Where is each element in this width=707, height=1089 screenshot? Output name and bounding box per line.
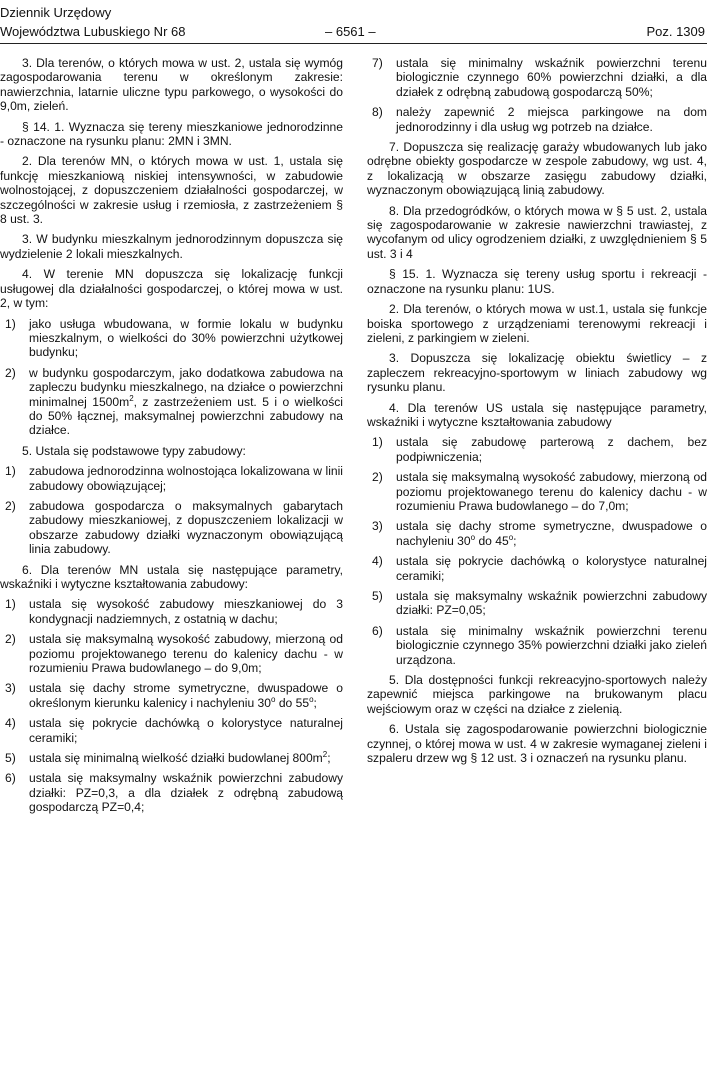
paragraph-section-15: § 15. 1. Wyznacza się tereny usług sportu i rekreacji - oznaczone na rysunku planu: 1US. xyxy=(367,267,707,296)
list-text: ustala się dachy strome symetryczne, dwuspadowe o nachyleniu 30 xyxy=(396,519,707,548)
list-text: zabudowa jednorodzinna wolnostojąca lokalizowana w linii zabudowy obowiązującej; xyxy=(29,464,343,493)
list-text: należy zapewnić 2 miejsca parkingowe na dom jednorodzinny i dla usług wg potrzeb na działce. xyxy=(396,105,707,134)
paragraph: 3. W budynku mieszkalnym jednorodzinnym dopuszcza się wydzielenie 2 lokali mieszkalnych. xyxy=(0,232,343,261)
list-item xyxy=(0,751,343,765)
list-text: ; xyxy=(327,751,331,766)
list-number: 2) xyxy=(5,632,16,647)
list-text: ustala się maksymalny wskaźnik powierzchni zabudowy działki: PZ=0,3, a dla działek z odrębną zabudową gospodarczą PZ=0,4; xyxy=(29,771,343,815)
paragraph: 4. Dla terenów US ustala się następujące parametry, wskaźniki i wytyczne kształtowania zabudowy xyxy=(367,400,707,429)
paragraph: 7. Dopuszcza się realizację garaży wbudowanych lub jako odrębne obiekty gospodarcze w zespole zabudowy, wg ust. 4, z lokalizacją w obszarze zasięgu zabudowy działki, wyznaczonym obowiązującą linią zabudowy. xyxy=(367,140,707,198)
journal-title: Dziennik Urzędowy xyxy=(0,5,112,20)
paragraph: 2. Dla terenów, o których mowa w ust.1, ustala się funkcje boiska sportowego z urządzeniami terenowymi rekreacji i zieleni, z parkingiem w zieleni. xyxy=(367,302,707,345)
list-text: ustala się pokrycie dachówką o kolorystyce naturalnej ceramiki; xyxy=(396,554,707,583)
superscript: 2 xyxy=(129,393,134,403)
paragraph: 5. Ustala się podstawowe typy zabudowy: xyxy=(22,443,246,458)
list-item xyxy=(0,597,343,626)
list-number: 3) xyxy=(5,681,16,696)
list-text: ustala się wysokość zabudowy mieszkaniowej do 3 kondygnacji nadziemnych, z ostatnią w dachu; xyxy=(29,597,343,626)
list-number: 1) xyxy=(5,316,16,331)
list-number: 5) xyxy=(5,751,16,766)
list-item xyxy=(367,589,707,618)
paragraph: 8. Dla przedogródków, o których mowa w § 5 ust. 2, ustala się zagospodarowanie w zakresie nawierzchni trawiastej, z wycofanym od ulicy ogrodzeniem działki, z uwzględnieniem § 5 ust. 3 i 4 xyxy=(367,203,707,261)
list-item xyxy=(367,519,707,548)
list-item xyxy=(0,366,343,438)
header-divider xyxy=(0,43,707,44)
paragraph: 3. Dla terenów, o których mowa w ust. 2, ustala się wymóg zagospodarowania terenu w określonym zakresie: nawierzchnia, latarnie uliczne typu parkowego, o wysokości do 9,0m, zieleń. xyxy=(0,56,343,114)
list-text: zabudowa gospodarcza o maksymalnych gabarytach zabudowy mieszkaniowej, z dopuszczeniem lokalizacji w obszarze zabudowy działki wyznaczonym obowiązującą linia zabudowy. xyxy=(29,498,343,557)
journal-issue: Województwa Lubuskiego Nr 68 xyxy=(0,24,186,39)
paragraph-section-14: § 14. 1. Wyznacza się tereny mieszkaniowe jednorodzinne - oznaczone na rysunku planu: 2MN i 3MN. xyxy=(0,119,343,149)
list-item xyxy=(0,499,343,557)
list-text: ustala się zabudowę parterową z dachem, bez podpiwniczenia; xyxy=(396,435,707,464)
list-item xyxy=(367,554,707,583)
list-text: do 55 xyxy=(275,695,310,710)
superscript: o xyxy=(271,694,276,704)
list-number: 4) xyxy=(372,554,383,569)
superscript: o xyxy=(470,532,476,542)
list-item xyxy=(367,470,707,513)
page-number: – 6561 – xyxy=(325,24,376,39)
superscript: o xyxy=(309,694,314,704)
list-number: 1) xyxy=(5,464,16,479)
list-number: 1) xyxy=(5,597,16,612)
list-text: ustala się dachy strome symetryczne, dwuspadowe o określonym kierunku kalenicy i nachyleniu 30 xyxy=(29,681,343,710)
list-item xyxy=(367,56,707,99)
list-text: ustala się minimalną wielkość działki budowlanej 800m xyxy=(29,751,323,766)
paragraph: 3. Dopuszcza się lokalizację obiektu świetlicy – z zapleczem rekreacyjno-sportowym w liniach zabudowy wg rysunku planu. xyxy=(367,351,707,395)
list-text: do 45 xyxy=(475,533,509,548)
page-header xyxy=(0,0,707,48)
list-item xyxy=(0,464,343,493)
list-text: ; xyxy=(313,695,317,710)
list-item xyxy=(367,624,707,667)
list-number: 2) xyxy=(372,470,383,485)
list-number: 7) xyxy=(372,56,383,70)
list-number: 2) xyxy=(5,498,16,513)
list-item xyxy=(0,771,343,814)
list-text: ustala się pokrycie dachówką o kolorystyce naturalnej ceramiki; xyxy=(29,716,343,745)
left-column xyxy=(0,56,343,821)
paragraph: 4. W terenie MN dopuszcza się lokalizację funkcji usługowej dla działalności gospodarczej, o której mowa w ust. 2, w tym: xyxy=(0,267,343,311)
list-item xyxy=(0,317,343,360)
list-text: w budynku gospodarczym, jako dodatkowa zabudowa na zapleczu budynku mieszkalnego, na działce o powierzchni minimalnej 1500m xyxy=(29,365,343,409)
paragraph: 6. Ustala się zagospodarowanie powierzchni biologicznie czynnej, o której mowa w ust. 4 w zakresie wymaganej zieleni i szpaleru drzew wg § 12 ust. 3 i oznaczeń na rysunku planu. xyxy=(367,722,707,766)
paragraph: 5. Dla dostępności funkcji rekreacyjno-sportowych należy zapewnić miejsca parkingowe na brukowanym placu wejściowym oraz w części na działce z zielenią. xyxy=(367,673,707,716)
position-number: Poz. 1309 xyxy=(646,24,705,39)
list-text: ustala się minimalny wskaźnik powierzchni terenu biologicznie czynnego 60% powierzchni działki, a dla działek z odrębną zabudową gospodarczą 50%; xyxy=(396,56,707,99)
list-number: 4) xyxy=(5,716,16,731)
list-text: ustala się maksymalną wysokość zabudowy, mierzoną od poziomu projektowanego terenu do kalenicy dachu - w rozumieniu Prawa budowlanego – do 9,0m; xyxy=(29,632,343,676)
list-text: , z zastrzeżeniem ust. 5 i o wielkości do 50% łącznej, maksymalnej powierzchni zabudowy na działce. xyxy=(29,394,343,438)
list-number: 2) xyxy=(5,365,16,380)
list-item xyxy=(367,105,707,134)
list-text: ; xyxy=(513,533,517,548)
list-item xyxy=(0,632,343,675)
list-number: 1) xyxy=(372,435,383,450)
superscript: o xyxy=(508,532,514,542)
list-number: 5) xyxy=(372,589,383,603)
right-column xyxy=(367,56,707,771)
paragraph: 2. Dla terenów MN, o których mowa w ust. 1, ustala się funkcję mieszkaniową niskiej intensywności, w zabudowie wolnostojącej, z dopuszczeniem działalności gospodarczej, w szczególności w zakresie usług i rzemiosła, z zastrzeżeniem § 8 ust. 3. xyxy=(0,154,343,227)
list-item xyxy=(0,716,343,745)
list-number: 3) xyxy=(372,519,383,534)
list-item xyxy=(367,435,707,464)
list-text: ustala się maksymalny wskaźnik powierzchni zabudowy działki: PZ=0,05; xyxy=(396,589,707,618)
list-number: 6) xyxy=(5,771,16,786)
paragraph: 6. Dla terenów MN ustala się następujące parametry, wskaźniki i wytyczne kształtowania zabudowy: xyxy=(0,562,343,591)
list-text: ustala się maksymalną wysokość zabudowy, mierzoną od poziomu projektowanego terenu do kalenicy dachu - w rozumieniu Prawa budowlanego – do 7,0m; xyxy=(396,470,707,513)
list-text: ustala się minimalny wskaźnik powierzchni terenu biologicznie czynnego 35% powierzchni działki jako zieleń urządzona. xyxy=(396,623,707,667)
list-text: jako usługa wbudowana, w formie lokalu w budynku mieszkalnym, o wielkości do 30% powierzchni użytkowej budynku; xyxy=(29,316,343,360)
list-item xyxy=(0,681,343,710)
list-number: 8) xyxy=(372,105,383,120)
superscript: 2 xyxy=(322,750,328,760)
list-number: 6) xyxy=(372,623,383,638)
